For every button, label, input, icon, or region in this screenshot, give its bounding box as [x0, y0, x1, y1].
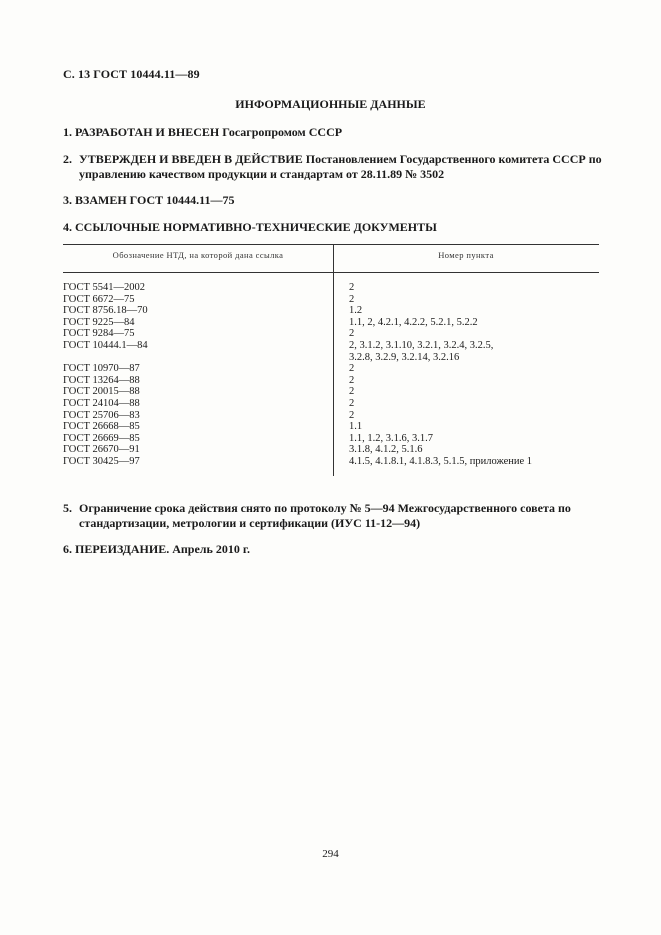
item-heading: РАЗРАБОТАН И ВНЕСЕН [75, 125, 220, 139]
table-cell-clause: 2, 3.1.2, 3.1.10, 3.2.1, 3.2.4, 3.2.5, [349, 339, 494, 351]
item-6 [63, 542, 603, 557]
table-column-documents [63, 282, 333, 468]
table-cell-clause: 2 [349, 363, 355, 375]
table-cell-clause: 2 [349, 386, 355, 398]
table-cell-document: ГОСТ 13264—88 [63, 374, 140, 386]
table-cell-clause: 2 [349, 409, 355, 421]
page-number: 294 [322, 848, 339, 860]
table-cell-clause: 1.1, 1.2, 3.1.6, 3.1.7 [349, 432, 433, 444]
table-cell-document: ГОСТ 30425—97 [63, 455, 140, 467]
table-cell-clause: 1.1 [349, 421, 363, 433]
table-cell-clause: 2 [349, 282, 355, 293]
table-cell-document: ГОСТ 26669—85 [63, 432, 140, 444]
item-number: 1. [63, 125, 72, 139]
table-cell-clause: 4.1.5, 4.1.8.1, 4.1.8.3, 5.1.5, приложение 1 [349, 455, 533, 467]
table-cell-document: ГОСТ 10970—87 [63, 363, 140, 375]
item-heading: ВЗАМЕН ГОСТ 10444.11—75 [75, 193, 235, 207]
table-top-rule [63, 244, 599, 245]
table-cell-document: ГОСТ 20015—88 [63, 386, 140, 398]
item-2 [63, 152, 619, 182]
table-cell-document: ГОСТ 24104—88 [63, 397, 140, 409]
item-number: 5. [63, 501, 72, 515]
table-cell-clause: 3.1.8, 4.1.2, 5.1.6 [349, 444, 423, 456]
section-title: ИНФОРМАЦИОННЫЕ ДАННЫЕ [235, 97, 426, 111]
table-cell-clause: 2 [349, 374, 355, 386]
table-header-document: Обозначение НТД, на которой дана ссылка [112, 250, 284, 260]
table-cell-document: ГОСТ 8756.18—70 [63, 305, 148, 317]
reference-table [63, 244, 599, 476]
item-3 [63, 193, 603, 208]
page-header: С. 13 ГОСТ 10444.11—89 [63, 67, 200, 81]
item-number: 2. [63, 152, 72, 166]
table-cell-clause: 2 [349, 293, 355, 305]
table-cell-document: ГОСТ 5541—2002 [63, 282, 146, 293]
item-text: Апрель 2010 г. [169, 542, 250, 556]
table-header-clause: Номер пункта [438, 250, 494, 260]
item-text: Постановлением Государственного комитета СССР по управлению качеством продукции и стандартам от 28.11.89 № 3502 [79, 152, 602, 181]
table-cell-document: ГОСТ 9284—75 [63, 328, 135, 340]
table-cell-document: ГОСТ 6672—75 [63, 293, 135, 305]
table-cell-document: ГОСТ 9225—84 [63, 316, 135, 328]
table-cell-clause: 1.2 [349, 305, 363, 317]
item-4 [63, 220, 603, 235]
item-heading: ПЕРЕИЗДАНИЕ. [75, 542, 170, 556]
item-1 [63, 125, 603, 140]
item-number: 6. [63, 542, 72, 556]
table-cell-document [63, 352, 333, 364]
table-cell-clause: 2 [349, 328, 355, 340]
table-cell-clause: 3.2.8, 3.2.9, 3.2.14, 3.2.16 [349, 351, 460, 363]
table-cell-document: ГОСТ 26668—85 [63, 421, 140, 433]
table-cell-document: ГОСТ 25706—83 [63, 409, 140, 421]
item-text: Ограничение срока действия снято по протоколу № 5—94 Межгосударственного совета по стандартизации, метрологии и сертификации (ИУС 11-12—94) [79, 501, 571, 530]
item-5 [63, 501, 619, 531]
table-cell-document: ГОСТ 10444.1—84 [63, 339, 148, 351]
item-text: Госагропромом СССР [219, 125, 343, 139]
table-cell-clause: 2 [349, 397, 355, 409]
item-heading: ССЫЛОЧНЫЕ НОРМАТИВНО-ТЕХНИЧЕСКИЕ ДОКУМЕНТЫ [75, 220, 437, 234]
item-heading: УТВЕРЖДЕН И ВВЕДЕН В ДЕЙСТВИЕ [79, 152, 303, 166]
table-cell-clause: 1.1, 2, 4.2.1, 4.2.2, 5.2.1, 5.2.2 [349, 316, 478, 328]
table-cell-document: ГОСТ 26670—91 [63, 444, 140, 456]
table-header-rule [63, 272, 599, 273]
item-number: 4. [63, 220, 72, 234]
table-column-clauses [349, 282, 599, 468]
table-column-divider [333, 244, 334, 476]
item-number: 3. [63, 193, 72, 207]
